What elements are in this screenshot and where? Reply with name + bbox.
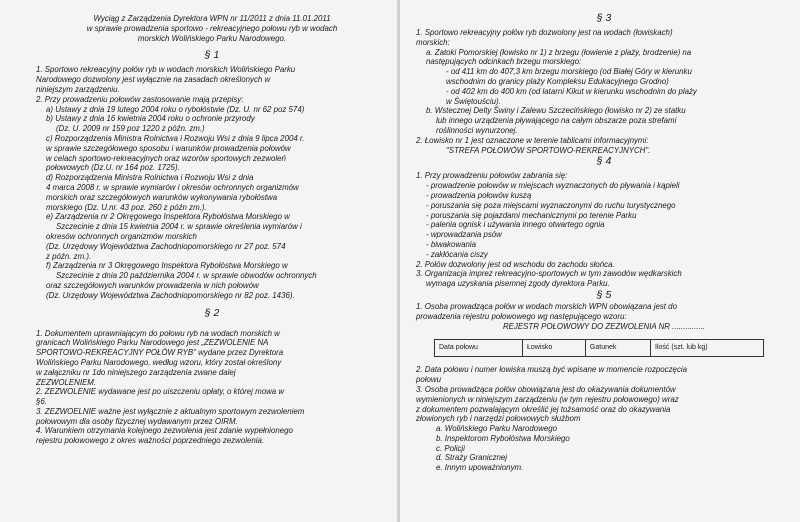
text-line: 2. Łowisko nr 1 jest oznaczone w terenie tablicami informacyjnymi: [416,135,649,145]
text-line: 2. ZEZWOLENIE wydawane jest po uiszczeniu opłaty, o której mowa w [36,387,285,397]
text-line: morskiego (Dz. U.nr. 43 poz. 260 z późn zm.). [46,202,207,212]
text-line: 3. Osoba prowadząca połów obowiązana jest do okazywania dokumentów [416,384,676,394]
text-line: złowionych ryb i narzędzi połowowych służbom [416,414,581,424]
text-line: wschodnim do granicy plaży Kompleksu Edukacyjnego Grodno) [446,76,669,86]
text-line: e) Zarządzenia nr 2 Okręgowego Inspektora Rybołóstwa Morskiego w [46,212,290,222]
right-page [400,0,800,522]
prohibition-item: - wprowadzania psów [426,230,502,240]
text-line: z dokumentem pozwalającym określić jej tożsamość oraz do okazywania [416,404,671,414]
text-line: - od 402 km do 400 km (od latarni Kikut w kierunku wschodnim do plaży [446,86,697,96]
text-line: z późn. zm.). [46,251,92,261]
text-line: w załączniku nr 1do niniejszego zarządzenia zwane dalej [36,367,236,377]
text-line: "STREFA POŁOWÓW SPORTOWO-REKREACYJNYCH". [446,145,651,155]
text-line: w Świętouściu). [446,96,501,106]
text-line: Szczecinie z dnia 15 kwietnia 2004 r. w sprawie określenia wymiarów i [56,222,302,232]
register-header-cell: Ilość (szt. lub kg) [651,340,764,357]
text-line: oraz szczegółowych warunków prowadzenia w nich połowów [46,280,259,290]
text-line: połowowym dla osoby fizycznej wydawanym przez OIRM. [36,416,238,426]
prohibition-item: - biwakowania [426,239,476,249]
section-heading-2: § 2 [204,306,220,319]
register-table [434,339,764,357]
header-line: w sprawie prowadzenia sportowo - rekreacyjnego połowu ryb w wodach [86,23,338,33]
text-line: 2. Połów dozwolony jest od wschodu do zachodu słońca. [416,259,615,269]
text-line: (Dz. U. 2009 nr 159 poz 1220 z późn. zm.) [56,124,205,134]
section-heading-5: § 5 [596,288,612,301]
text-line: lub innego urządzenia pływającego na całym obszarze poza strefami [436,116,677,126]
text-line: roślinności wynurzonej. [436,125,518,135]
text-line: (Dz. Urzędowy Województwa Zachodniopomorskiego nr 27 poz. 574 [46,241,286,251]
service-item: c. Policji [436,443,465,453]
text-line: b) Ustawy z dnia 16 kwietnia 2004 roku o ochronie przyrody [46,114,255,124]
text-line: 1. Osoba prowadząca połów w wodach morskich WPN obowiązana jest do [416,301,677,311]
text-line: wymienionych w niniejszym zarządzeniu (w tym rejestru połowowego) wraz [416,394,679,404]
register-header-cell: Data połowu [435,340,523,357]
service-item: b. Inspektorom Rybołóstwa Morskiego [436,433,570,443]
prohibition-item: - zakłócania ciszy [426,249,488,259]
register-header-cell: Gatunek [585,340,650,357]
text-line: wymaga uzyskania pisemnej zgody dyrektora Parku. [426,279,610,289]
text-line: 2. Przy prowadzeniu połowów zastosowanie mają przepisy: [36,94,244,104]
text-line: Narodowego dozwolony jest wyłącznie na zasadach określonych w [36,75,271,85]
register-title: REJESTR POŁOWOWY DO ZEZWOLENIA NR ............... [502,321,706,331]
text-line: 3. ZEZWOELNIE ważne jest wyłącznie z aktualnym sportowym zezwoleniem [36,406,305,416]
text-line: a) Ustawy z dnia 19 lutego 2004 roku o rybołóstwie (Dz. U. nr 62 poz 574) [46,104,305,114]
text-line: §6. [36,397,47,407]
prohibition-item: - poruszania się pojazdami mechanicznymi po terenie Parku [426,210,637,220]
prohibition-item: - poruszania się poza miejscami wyznaczonymi do ruchu turystycznego [426,200,676,210]
text-line: f) Zarządzenia nr 3 Okręgowego Inspektora Rybołóstwa Morskiego w [46,261,288,271]
text-line: w celach sportowo-rekreacyjnych oraz wzorów sportowych zezwoleń [46,153,286,163]
section-heading-3: § 3 [596,12,612,24]
register-header-row [435,340,764,357]
text-line: morskich: [416,37,450,47]
text-line: w sprawie szczegółowego sposobu i warunków prowadzenia połowów [46,143,291,153]
text-line: następujących odcinkach brzegu morskiego: [426,57,582,67]
text-line: SPORTOWO-REKREACYJNY POŁÓW RYB" wydane przez Dyrektora [36,348,284,358]
text-line: ZEZWOLENIEM. [36,377,97,387]
text-line: rejestru połowowego z okres ważności poprzedniego zezwolenia. [36,436,265,446]
text-line: połowowych (Dz.U. nr 164 poz. 1725). [46,163,180,173]
prohibition-item: - prowadzenie połowów w miejscach wyznaczonych do pływania i kąpieli [426,181,680,191]
text-line: (Dz. Urzędowy Województwa Zachodniopomorskiego nr 82 poz. 1436). [46,290,295,300]
text-line: - od 411 km do 407,3 km brzegu morskiego (od Białej Góry w kierunku [446,67,692,77]
text-line: prowadzenia rejestru połowowego wg następującego wzoru: [416,311,627,321]
service-item: e. Innym upoważnionym. [436,463,524,473]
header-line: Wyciąg z Zarządzenia Dyrektora WPN nr 11/2011 z dnia 11.01.2011 [93,14,331,23]
text-line: 1. Sportowo rekreacyjny połów ryb dozwolony jest na wodach (łowiskach) [416,28,673,37]
text-line: 2. Data połowu i numer łowiska muszą być wpisane w momencie rozpoczęcia [416,365,688,375]
register-header-cell: Łowisko [522,340,585,357]
text-line: morskich oraz szczegółowych warunków wykonywania rybołóstwa [46,192,278,202]
service-item: d. Straży Granicznej [436,453,508,463]
text-line: niniejszym zarządzeniu. [36,84,120,94]
text-line: 4 marca 2008 r. w sprawie wymiarów i okresów ochronnych organizmów [46,182,299,192]
text-line: 1. Dokumentem uprawniającym do połowu ryb na wodach morskich w [36,328,280,338]
text-line: połowu [416,375,442,385]
left-page [0,0,398,522]
prohibition-item: - palenia ognisk i używania innego otwartego ognia [426,220,605,230]
section-heading-1: § 1 [204,49,220,62]
text-line: d) Rozporządzenia Ministra Rolnictwa i Rozwoju Wsi z dnia [46,173,254,183]
text-line: Wolińskiego Parku Narodowego, według wzoru, który został określony [36,357,282,367]
text-line: 4. Warunkiem otrzymania kolejnego zezwolenia jest zdanie wypełnionego [36,426,293,436]
text-line: 3. Organizacja imprez rekreacyjno-sportowych w tym zawodów wędkarskich [416,269,682,279]
text-line: Szczecinie z dnia 20 października 2004 r. w sprawie obwodów ochronnych [56,271,317,281]
text-line: b. Wstecznej Delty Świny i Zalewu Szczecińskiego (łowisko nr 2) ze statku [426,106,686,116]
section-heading-4: § 4 [596,155,612,168]
text-line: 1. Przy prowadzeniu połowów zabrania się: [416,171,568,181]
header-line: morskich Wolińskiego Parku Narodowego. [137,33,287,43]
prohibition-item: - prowadzenia połowów kuszą [426,190,532,200]
text-line: granicach Wolińskiego Parku Narodowego jest „ZEZWOLENIE NA [36,338,269,348]
service-item: a. Wolińskiego Parku Narodowego [436,424,558,434]
text-line: a. Zatoki Pomorskiej (łowisko nr 1) z brzegu (łowienie z plaży, brodzenie) na [426,47,692,57]
text-line: 1. Sportowo rekreacyjny połów ryb w wodach morskich Wolińskiego Parku [36,65,296,75]
text-line: okresów ochronnych organizmów morskich [46,231,197,241]
text-line: c) Rozporządzenia Ministra Rolnictwa i Rozwoju Wsi z dnia 9 lipca 2004 r. [46,133,305,143]
